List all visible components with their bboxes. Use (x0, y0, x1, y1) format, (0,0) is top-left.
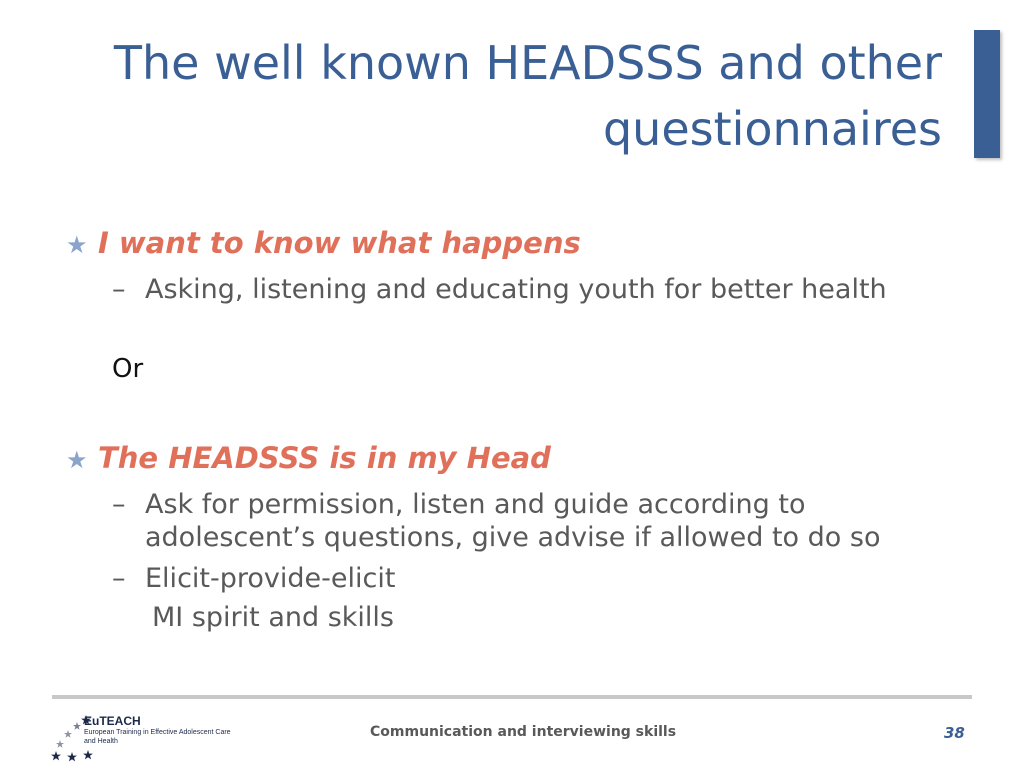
dash-marker: – (112, 274, 126, 305)
or-text: Or (112, 354, 144, 384)
sub-item-text: Elicit-provide-elicit (145, 563, 396, 594)
dash-marker: – (112, 489, 126, 520)
dash-marker: – (112, 563, 126, 594)
bullet-heading-1: I want to know what happens (98, 226, 581, 260)
title-accent-bar (974, 30, 1000, 158)
bullet-item-2 (66, 441, 551, 475)
sub-item-text: Asking, listening and educating youth for better health (145, 274, 887, 305)
star-icon: ★ (66, 231, 88, 259)
sub-item-2-1 (112, 488, 935, 554)
star-icon: ★ (66, 446, 88, 474)
logo-subtitle: European Training in Effective Adolescent Care and Health (84, 729, 231, 745)
sub-item-1-1 (112, 273, 965, 306)
logo-title: EuTEACH (84, 714, 141, 728)
slide-title (62, 30, 942, 162)
sub-item-2-2 (112, 562, 965, 595)
bullet-heading-2: The HEADSSS is in my Head (98, 441, 551, 475)
indent-line: MI spirit and skills (152, 602, 394, 633)
slide-title-line-1: The well known HEADSSS and other (113, 36, 942, 90)
slide-title-line-2: questionnaires (602, 102, 942, 156)
footer-divider (52, 695, 972, 699)
euteach-logo (48, 712, 248, 764)
bullet-item-1 (66, 226, 581, 260)
sub-item-text: Ask for permission, listen and guide according to adolescent’s questions, give advise if allowed to do so (145, 489, 881, 553)
page-number: 38 (944, 724, 965, 742)
footer-caption: Communication and interviewing skills (370, 724, 677, 740)
